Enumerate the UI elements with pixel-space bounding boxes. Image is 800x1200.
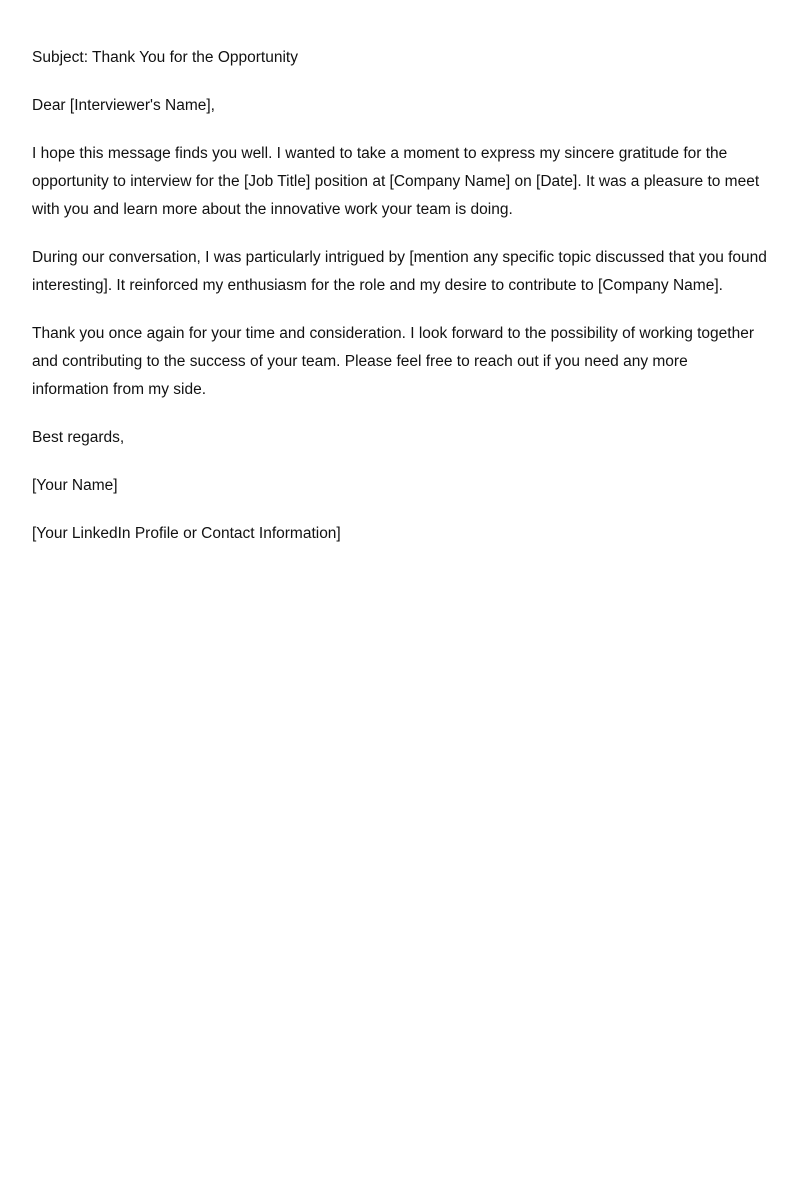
subject-line: Subject: Thank You for the Opportunity (32, 49, 298, 66)
greeting: Dear [Interviewer's Name], (32, 97, 215, 114)
body-paragraph-1: I hope this message finds you well. I wanted to take a moment to express my sincere gratitude for the opportunity to interview for the [Job Title] position at [Company Name] on [Date]. It was a pleasure to meet with you and learn more about the innovative work your team is doing. (32, 145, 760, 218)
sender-name: [Your Name] (32, 477, 118, 494)
body-paragraph-2: During our conversation, I was particularly intrigued by [mention any specific topic discussed that you found interesting]. It reinforced my enthusiasm for the role and my desire to contribute to [Company Name]. (32, 249, 767, 294)
email-letter (32, 44, 768, 548)
sender-contact: [Your LinkedIn Profile or Contact Information] (32, 525, 341, 542)
body-paragraph-3: Thank you once again for your time and consideration. I look forward to the possibility of working together and contributing to the success of your team. Please feel free to reach out if you need any more information from my side. (32, 325, 755, 398)
closing: Best regards, (32, 429, 125, 446)
